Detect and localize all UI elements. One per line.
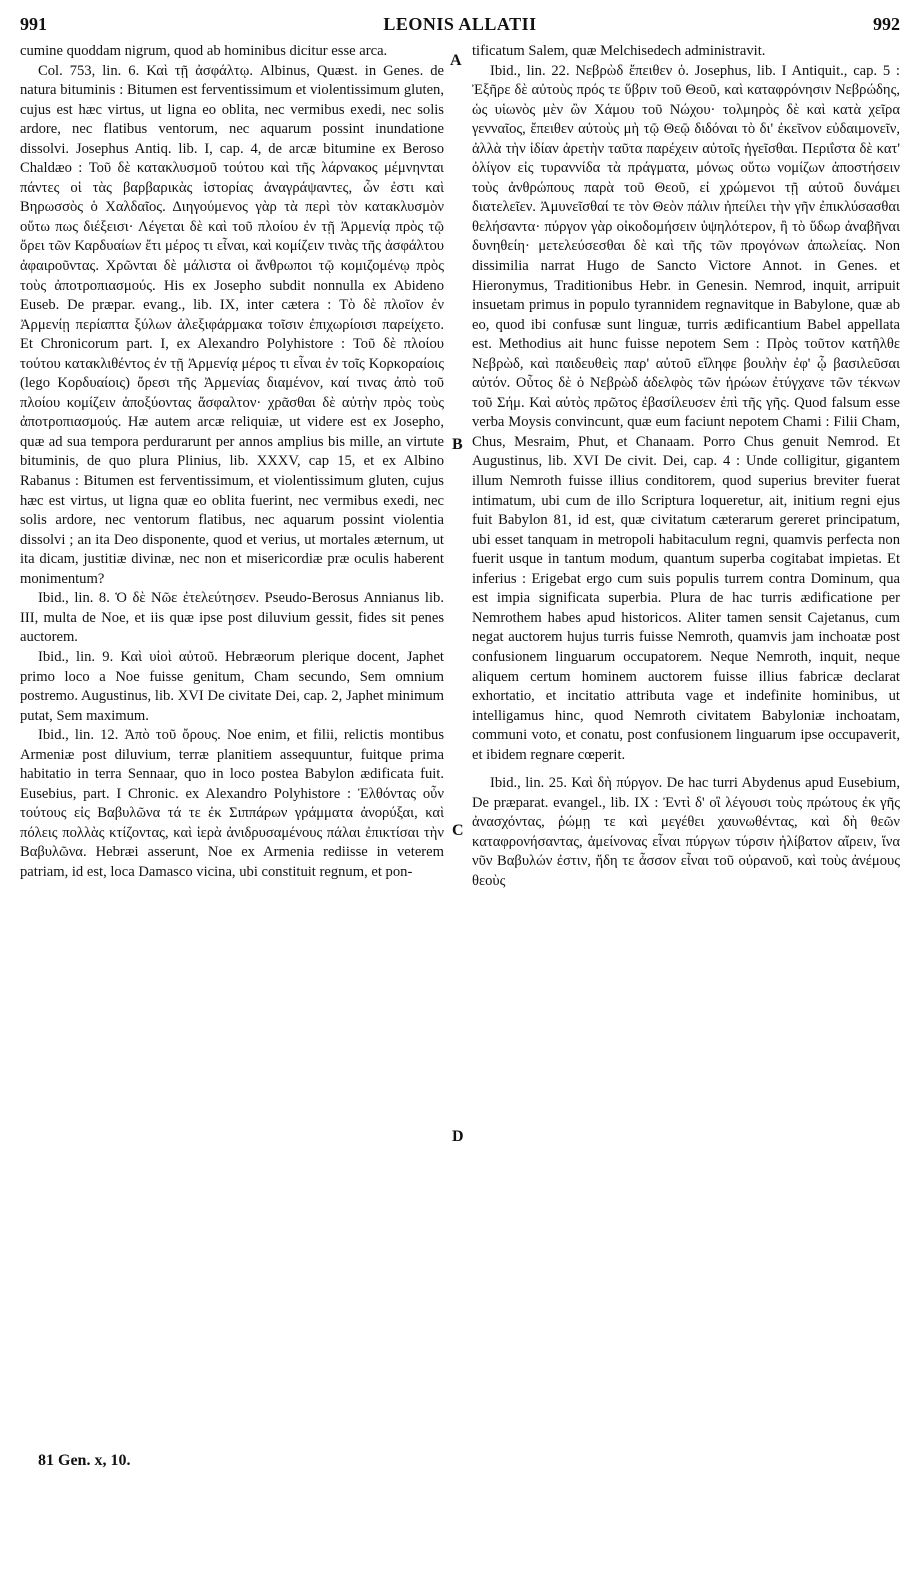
page-number-left: 991: [20, 14, 47, 34]
footnote: 81 Gen. x, 10.: [38, 1452, 131, 1469]
margin-marker-d: D: [452, 1128, 464, 1145]
margin-marker-c: C: [452, 822, 464, 839]
running-header: [20, 14, 900, 38]
running-title: LEONIS ALLATII: [383, 14, 537, 34]
left-column: [20, 42, 444, 883]
right-paragraph-1: tificatum Salem, quæ Melchisedech administravit.: [472, 43, 766, 59]
margin-marker-b: B: [452, 436, 463, 453]
right-column: [472, 42, 900, 892]
right-paragraph-2: Ibid., lin. 22. Νεβρὼδ ἔπειθεν ὁ. Josephus, lib. I Antiquit., cap. 5 : Ἐξῆρε δὲ αὐτοὺς πρός τε ὕβριν τοῦ Θεοῦ, καὶ καταφρόνησιν Νεβρώδης, ὡς υἱωνὸς μὲν ὢν Χάμου τοῦ Νώχου· τολμηρὸς δὲ καὶ κατὰ χεῖρα γενναῖος, ἔπειθεν αὐτοὺς μὴ τῷ Θεῷ διδόναι τὸ δι' ἐκεῖνον εὐδαιμονεῖν, ἀλλὰ τὴν ἰδίαν ἀρετὴν ταῦτα παρέχειν αὐτοῖς ἡγεῖσθαι. Περιΐστα δὲ κατ' ὀλίγον εἰς τυραννίδα τὰ πράγματα, μόνως οὕτω νομίζων ἀποστήσειν τοὺς ἀνθρώπους παρὰ τοῦ Θεοῦ, εἰ χρώμενοι τῇ αὐτοῦ δυνάμει διατελεῖεν. Ἀμυνεῖσθαί τε τὸν Θεὸν πάλιν ἠπείλει τὴν γῆν ἐπικλύσασθαι θελήσαντα· πύργον γὰρ οἰκοδομήσειν ὑψηλότερον, ἢ τὸ ὕδωρ ἀναβῆναι δυνηθείη· μετελεύσεσθαι δὲ καὶ τῆς τῶν προγόνων ἀπωλείας. Non dissimilia narrat Hugo de Sancto Victore Annot. in Genes. et Hieronymus, Traditionibus Hebr. in Genesin. Nemrod, inquit, arripuit insuetam primus in populo tyrannidem regnavitque in Babylone, quæ ab eo, quod ibi confusæ sunt linguæ, turris ædificantium Babel appellata est. Methodius ait hunc fuisse nepotem Sem : Πρὸς τοῦτον κατῆλθε Νεβρὼδ, καὶ παιδευθεὶς παρ' αὐτοῦ εἴληφε βουλὴν ἐφ' ᾧ βασιλεῦσαι αὐτόν. Οὗτος δὲ ὁ Νεβρὼδ ἀδελφὸς τῶν ἡρώων ἐτύγχανε τῶν τέκνων τοῦ Σήμ. Καὶ αὐτὸς πρῶτος ἐβασίλευσεν ἐπὶ τῆς γῆς. Quod falsum esse verba Moysis convincunt, quæ eum faciunt nepotem Chami : Filii Cham, Chus, Mesraim, Phut, et Chanaam. Porro Chus genuit Nemrod. Et Augustinus, lib. XVI De civit. Dei, cap. 4 : Unde colligitur, gigantem illum Nemroth fuisse illius conditorem, quod superius breviter fuerat intimatum, ubi cum de illo Scriptura loqueretur, ait, initium regni ejus fuit Babylon 81, id est, quæ civitatum cæterarum gereret principatum, ubi esset tanquam in metropoli habitaculum regni, quamvis perfecta non fuerit usque in tantum modum, quantum superba cogitabat impietas. Et inferius : Erigebat ergo cum suis populis turrem contra Dominum, qua est impia significata superbia. Plura de hac turris ædificatione per Nemrothem habes apud historicos. Aliter tamen sensit Cajetanus, cum negat auctorem hujus turris fuisse Nemroth, quamvis jam inchoatæ post confusionem linguarum occupatorem. Neque Nemroth, inquit, neque aliquem certum hominem auctorem fuisse illius fabricæ declarat exhortatio, et incitatio attributa vage et indefinite hominibus, ut intelligamus hinc, quod Nemroth civitatem Babyloniæ inchoatam, communi voto, et conatu, post confusionem linguarum ipse occupaverit, et ibidem regnare cœperit.: [472, 62, 900, 763]
left-paragraph-3: Ibid., lin. 8. Ὁ δὲ Νῶε ἐτελεύτησεν. Pseudo-Berosus Annianus lib. III, multa de Noe, et iis quæ ipse post diluvium gessit, fides sit penes auctorem.: [20, 590, 444, 646]
page-number-right: 992: [873, 14, 900, 34]
left-paragraph-1: cumine quoddam nigrum, quod ab hominibus dicitur esse arca.: [20, 43, 388, 59]
right-paragraph-3: Ibid., lin. 25. Καὶ δὴ πύργον. De hac turri Abydenus apud Eusebium, De præparat. evangel., lib. IX : Ἐντὶ δ' οἳ λέγουσι τοὺς πρώτους ἐκ γῆς ἀνασχόντας, ῥώμῃ τε καὶ μεγέθει χαυνωθέντας, καὶ δὴ θεῶν καταφρονήσαντας, ἀμείνονας εἶναι πύργων τύρσιν ἠλίβατον αἴρειν, ἵνα νῦν Βαβυλών ἐστιν, ἤδη τε ἆσσον εἶναι τοῦ οὐρανοῦ, καὶ τοὺς ἀνέμους θεοὺς: [472, 775, 900, 889]
left-paragraph-2: Col. 753, lin. 6. Καὶ τῇ ἀσφάλτῳ. Albinus, Quæst. in Genes. de natura bituminis : Bitumen est ferventissimum et violentissimum gluten, cujus est hæc virtus, ut ligna eo oblita, nec vermibus exedi, nec solis ardore, nec flatibus ventorum, nec aquarum possint inundatione dissolvi. Josephus Antiq. lib. I, cap. 4, de arcæ bitumine ex Beroso Chaldæo : Τοῦ δὲ κατακλυσμοῦ τούτου καὶ τῆς λάρνακος μέμνηνται πάντες οἱ τὰς βαρβαρικὰς ἱστορίας ἀναγράψαντες, ὧν ἐστι καὶ Βηρωσσὸς ὁ Χαλδαῖος. Διηγούμενος γὰρ τὰ περὶ τὸν κατακλυσμὸν οὕτω πως διέξεισι· Λέγεται δὲ καὶ τοῦ πλοίου ἐν τῇ Ἀρμενίᾳ πρὸς τῷ ὄρει τῶν Καρδυαίων ἔτι μέρος τι εἶναι, καὶ κομίζειν τινὰς τῆς ἀσφάλτου ἀφαιροῦντας. Χρῶνται δὲ μάλιστα οἱ ἄνθρωποι τῷ κομιζομένῳ πρὸς τοὺς ἀποτροπιασμούς. His ex Josepho subdit nonnulla ex Abideno Euseb. De præpar. evang., lib. IX, inter cætera : Τὸ δὲ πλοῖον ἐν Ἀρμενίῃ περίαπτα ξύλων ἀλεξιφάρμακα τοῖσιν ἐπιχωρίοισι παρείχετο. Et Chronicorum part. I, ex Alexandro Polyhistore : Τοῦ δὲ πλοίου τούτου κατακλιθέντος ἐν τῇ Ἀρμενίᾳ μέρος τι εἶναι ἐν τοῖς Κορκοραίοις (lego Κορδυαίοις) ὄρεσι τῆς Ἀρμενίας διαμένον, καί τινας ἀπὸ τοῦ πλοίου κομίζειν ἀποξύοντας ἄσφαλτον· χρᾶσθαι δὲ αὐτὴν πρὸς τοὺς ἀποτροπιασμούς. Hæ autem arcæ reliquiæ, ut videre est ex Josepho, quæ ad sua tempora perdurarunt per annos amplius bis mille, an virtute bituminis, de quo plura Plinius, lib. XXXV, cap 15, et ex Albino Rabanus : Bitumen est ferventissimum, et violentissimum gluten, cujus hæc est virtus, ut ligna quæ eo oblita fuerint, nec vermibus exedi, nec solis ardore, nec ventorum flatibus, nec aquarum possint violentia dissolvi ; an ita Deo disponente, quod et verius, ut mortales æternum, ut ita dicam, justitiæ divinæ, nec non et misericordiæ præ oculis haberent monimentum?: [20, 62, 444, 587]
left-paragraph-5: Ibid., lin. 12. Ἀπὸ τοῦ ὄρους. Noe enim, et filii, relictis montibus Armeniæ post diluvium, terræ planitiem assequuntur, fuitque prima habitatio in terra Sennaar, quo in loco postea Babylon ædificata fuit. Eusebius, part. I Chronic. ex Alexandro Polyhistore : Ἐλθόντας οὖν τούτους εἰς Βαβυλῶνα τά τε ἐκ Σιππάρων γράμματα ἀνορύξαι, καὶ πόλεις πολλὰς κτίζοντας, καὶ ἱερὰ ἀνιδρυσαμένους πάλαι ἐπικτίσαι τὴν Βαβυλῶνα. Hebræi asserunt, Noe ex Armenia rediisse in veterem patriam, id est, loca Damasco vicina, ubi constituit regnum, et pon-: [20, 727, 444, 880]
margin-marker-a: A: [450, 52, 462, 69]
left-paragraph-4: Ibid., lin. 9. Καὶ υἱοὶ αὐτοῦ. Hebræorum plerique docent, Japhet primo loco a Noe fuisse genitum, Cham secundo, Sem omnium postremo. Augustinus, lib. XVI De civitate Dei, cap. 2, Japhet minimum putat, Sem maximum.: [20, 648, 444, 724]
